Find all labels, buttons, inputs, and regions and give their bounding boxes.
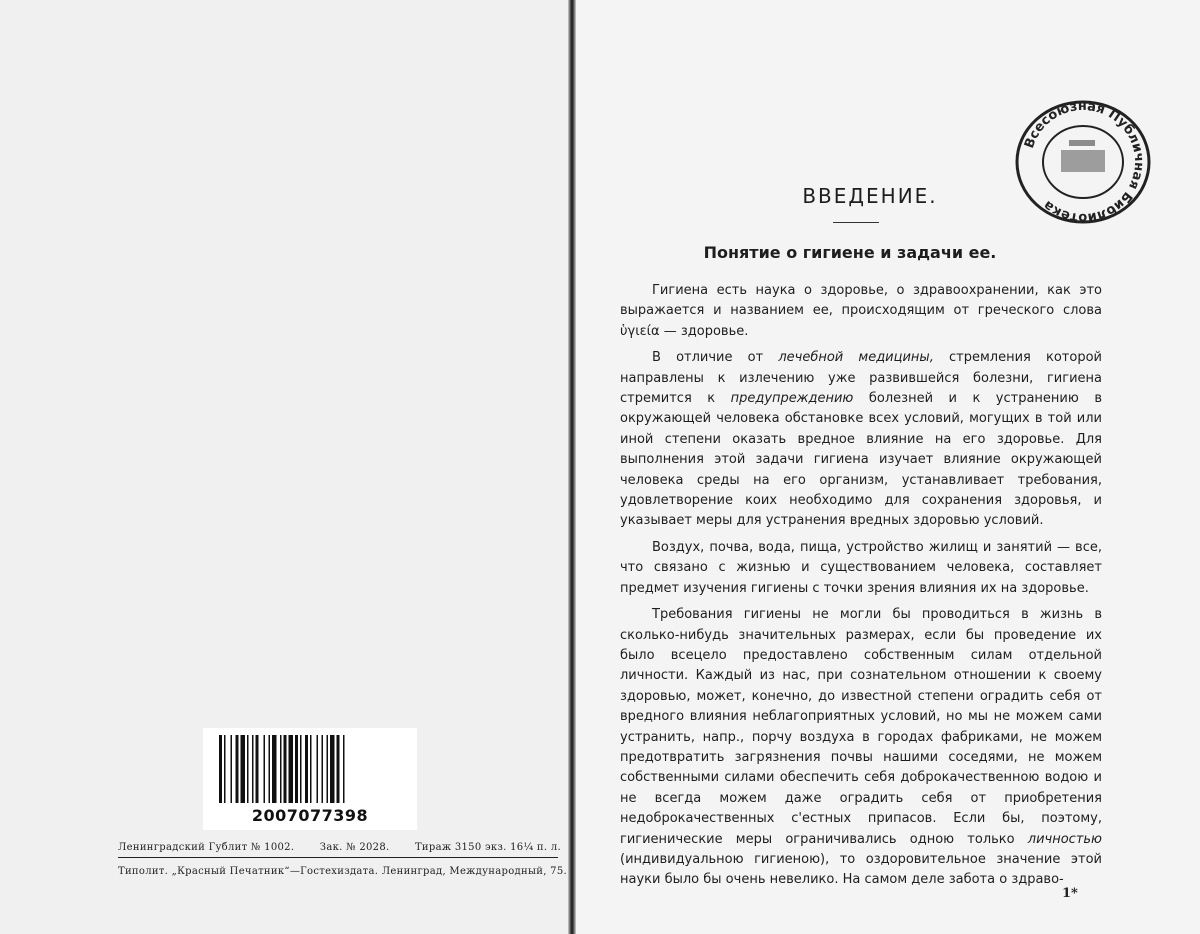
emphasis-personality: личностью bbox=[1027, 831, 1102, 847]
barcode-bar bbox=[295, 735, 298, 803]
library-stamp-icon bbox=[1013, 98, 1153, 226]
barcode-bar bbox=[330, 735, 335, 803]
left-page bbox=[0, 0, 568, 934]
paragraph-2-text: болезней и к устранению в окружающей человека обстановке всех условий, могущих в той или иной степени оказать вредное влияние на его здоровье. Для выполнения этой задачи гигиена изучает влияние окружающей человека среды на его организм, устанавливает требования, удовлетворение коих необходимо для сохранения здоровья, и указывает меры для устранения вредных здоровью условий. bbox=[620, 391, 1102, 529]
barcode-bar bbox=[247, 735, 249, 803]
heading-divider bbox=[833, 222, 879, 223]
paragraph-4-text: (индивидуальною гигиеною), то оздоровительное значение этой науки было бы очень невелико. На самом деле забота о здраво- bbox=[620, 851, 1102, 888]
barcode-bar bbox=[231, 735, 233, 803]
barcode-number: 2007077398 bbox=[251, 806, 369, 825]
barcode-bar bbox=[284, 735, 287, 803]
barcode-bar bbox=[241, 735, 246, 803]
paragraph-4-text: Требования гигиены не могли бы проводиться в жизнь в сколько-нибудь значительных размерах, если бы проведение их было всецело предоставлено собственным силам отдельной личности. Каждый из нас, при сознательном отношении к своему здоровью, может, конечно, до известной степени оградить себя от вредного влияния неблагоприятных условий, но мы не можем сами устранить, напр., порчу воздуха в городах фабриками, не можем предотвратить загрязнения почвы нашими соседями, не можем собственными силами обеспечить себя доброкачественною водою и не всегда можем даже оградить себя от приобретения недоброкачественных с'естных припасов. Если бы, поэтому, гигиенические меры ограничивались одною только bbox=[620, 607, 1102, 847]
barcode-bar bbox=[322, 735, 324, 803]
barcode-bar bbox=[256, 735, 259, 803]
barcode-icon bbox=[217, 735, 403, 803]
barcode-bar bbox=[310, 735, 312, 803]
library-stamp bbox=[1013, 98, 1153, 226]
imprint-printer: Типолит. „Красный Печатник“—Гостехиздата. Ленинград, Международный, 75. bbox=[118, 866, 567, 877]
barcode-bar bbox=[224, 735, 226, 803]
barcode-bar bbox=[269, 735, 271, 803]
paragraph-3: Воздух, почва, вода, пища, устройство жилищ и занятий — все, что связано с жизнью и существованием человека, составляет предмет изучения гигиены с точки зрения влияния их на здоровье. bbox=[620, 539, 1102, 596]
barcode-bar bbox=[300, 735, 302, 803]
imprint-print-run: Тираж 3150 экз. 16¼ п. л. bbox=[414, 842, 561, 853]
page-number: 1* bbox=[1062, 886, 1078, 901]
barcode-bar bbox=[264, 735, 266, 803]
barcode-bar bbox=[236, 735, 239, 803]
svg-text:Всесоюзная Публичная Библиотек: Всесоюзная Публичная Библиотека bbox=[1022, 98, 1147, 226]
barcode-bar bbox=[272, 735, 277, 803]
book-gutter bbox=[568, 0, 576, 934]
barcode-label bbox=[203, 728, 417, 830]
barcode-bar bbox=[280, 735, 282, 803]
paragraph-4 bbox=[620, 605, 1102, 891]
barcode-bar bbox=[219, 735, 222, 803]
section-subheading: Понятие о гигиене и задачи ее. bbox=[703, 243, 997, 262]
barcode-bar bbox=[252, 735, 254, 803]
barcode-bar bbox=[289, 735, 294, 803]
emphasis-medicine: лечебной медицины, bbox=[778, 350, 934, 366]
barcode-bar bbox=[327, 735, 329, 803]
emphasis-prevention: предупреждению bbox=[730, 391, 854, 407]
barcode-bar bbox=[317, 735, 319, 803]
paragraph-1: Гигиена есть наука о здоровье, о здравоохранении, как это выражается и названием ее, происходящим от греческого слова ὑγιεία — здоровье. bbox=[620, 283, 1102, 339]
barcode-bar bbox=[305, 735, 308, 803]
chapter-heading: ВВЕДЕНИЕ. bbox=[802, 184, 938, 208]
paragraph-2 bbox=[620, 348, 1102, 532]
body-text bbox=[620, 281, 1102, 897]
barcode-bar bbox=[337, 735, 340, 803]
barcode-bar bbox=[343, 735, 345, 803]
paragraph-2-text: В отличие от bbox=[652, 350, 779, 366]
paragraph-2-text: стремления которой направлены к излечению уже развившейся болезни, гигиена стремится к bbox=[620, 350, 1102, 407]
imprint-publisher: Ленинградский Гублит № 1002. bbox=[118, 842, 295, 853]
imprint-order: Зак. № 2028. bbox=[319, 842, 390, 853]
imprint-line bbox=[118, 842, 561, 858]
